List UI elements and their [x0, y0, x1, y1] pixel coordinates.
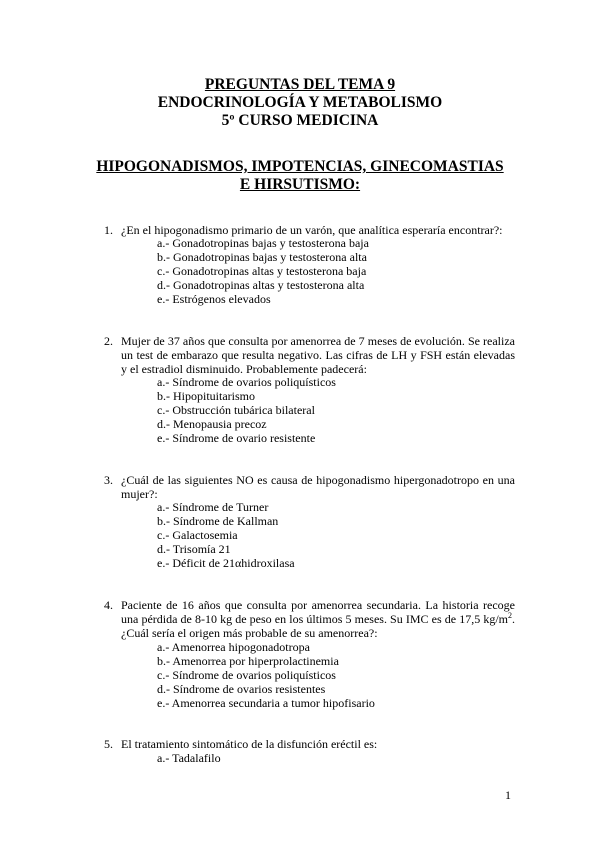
question-4-option-e: e.- Amenorrea secundaria a tumor hipofisario — [157, 696, 375, 710]
question-2-option-a: a.- Síndrome de ovarios poliquísticos — [157, 375, 336, 389]
page-title: PREGUNTAS DEL TEMA 9 — [204, 76, 396, 93]
question-4-option-d: d.- Síndrome de ovarios resistentes — [157, 682, 326, 696]
question-2-number: 2. — [104, 334, 113, 348]
question-2-option-b: b.- Hipopituitarismo — [157, 389, 255, 403]
subject-title: ENDOCRINOLOGÍA Y METABOLISMO — [157, 94, 443, 111]
section-title-line2: E HIRSUTISMO: — [239, 176, 361, 193]
question-5-text: El tratamiento sintomático de la disfunción eréctil es: — [121, 737, 378, 751]
question-4-text-main: Paciente de 16 años que consulta por amenorrea secundaria. La historia recoge una pérdida de 8-10 kg de peso en los últimos 5 meses. Su IMC es de 17,5 kg/m — [121, 598, 515, 626]
question-5-number: 5. — [104, 737, 113, 751]
question-4-number: 4. — [104, 598, 113, 612]
question-1-option-d: d.- Gonadotropinas altas y testosterona alta — [157, 278, 365, 292]
question-4-text — [121, 598, 515, 640]
question-1-option-e: e.- Estrógenos elevados — [157, 292, 271, 306]
question-4-option-b: b.- Amenorrea por hiperprolactinemia — [157, 654, 339, 668]
question-1-option-a: a.- Gonadotropinas bajas y testosterona baja — [157, 236, 369, 250]
question-4-option-c: c.- Síndrome de ovarios poliquísticos — [157, 668, 336, 682]
section-title-line1: HIPOGONADISMOS, IMPOTENCIAS, GINECOMASTIAS — [96, 158, 504, 175]
question-3-option-c: c.- Galactosemia — [157, 528, 238, 542]
question-3-number: 3. — [104, 473, 113, 487]
question-3-option-a: a.- Síndrome de Turner — [157, 500, 269, 514]
question-3-option-d: d.- Trisomía 21 — [157, 542, 231, 556]
question-2-text: Mujer de 37 años que consulta por amenorrea de 7 meses de evolución. Se realiza un test de embarazo que resulta negativo. Las cifras de LH y FSH están elevadas y el estradiol disminuido. Probablemente padecerá: — [121, 334, 515, 376]
question-2-option-e: e.- Síndrome de ovario resistente — [157, 431, 316, 445]
question-4-option-a: a.- Amenorrea hipogonadotropa — [157, 640, 310, 654]
question-2-option-c: c.- Obstrucción tubárica bilateral — [157, 403, 315, 417]
question-3-text: ¿Cuál de las siguientes NO es causa de hipogonadismo hipergonadotropo en una mujer?: — [121, 473, 515, 501]
question-4-superscript: 2 — [508, 611, 512, 620]
question-2-option-d: d.- Menopausia precoz — [157, 417, 267, 431]
course-title: 5º CURSO MEDICINA — [221, 112, 379, 129]
question-1-number: 1. — [104, 223, 113, 237]
question-1-text: ¿En el hipogonadismo primario de un varón, que analítica esperaría encontrar?: — [121, 223, 503, 237]
question-1-option-b: b.- Gonadotropinas bajas y testosterona alta — [157, 250, 367, 264]
question-1-option-c: c.- Gonadotropinas altas y testosterona baja — [157, 264, 367, 278]
question-3-option-e: e.- Déficit de 21αhidroxilasa — [157, 556, 295, 570]
page-number: 1 — [505, 788, 511, 802]
question-4-text-tail: . ¿Cuál sería el origen más probable de su amenorrea?: — [121, 612, 515, 640]
question-5-option-a: a.- Tadalafilo — [157, 751, 221, 765]
question-3-option-b: b.- Síndrome de Kallman — [157, 514, 279, 528]
